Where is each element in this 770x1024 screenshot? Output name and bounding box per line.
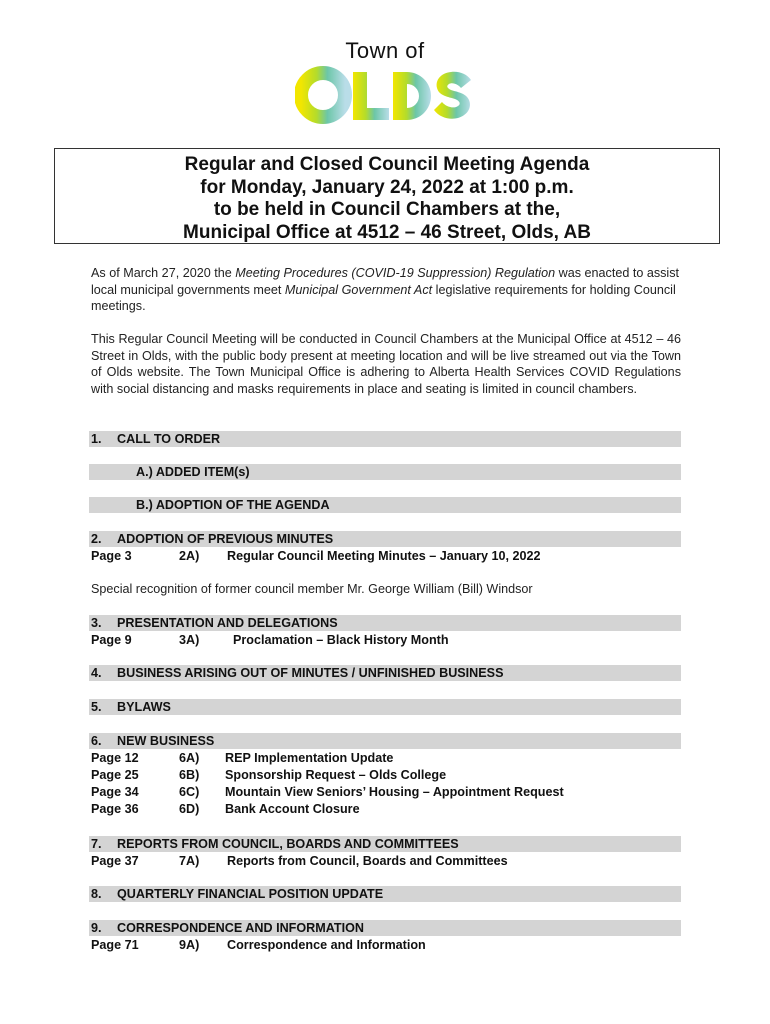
section-4-number: 4.	[91, 666, 102, 680]
item-code: 6A)	[179, 751, 200, 765]
item-page: Page 34	[91, 785, 139, 799]
section-9-number: 9.	[91, 921, 102, 935]
intro-text: was enacted to assist local municipal governments meet	[91, 266, 680, 297]
item-label: Mountain View Seniors’ Housing – Appointment Request	[225, 785, 564, 799]
item-code: 6D)	[179, 802, 200, 816]
section-1-title: CALL TO ORDER	[117, 432, 221, 446]
title-line-2: for Monday, January 24, 2022 at 1:00 p.m.	[200, 176, 574, 198]
item-label: Reports from Council, Boards and Committees	[227, 854, 508, 868]
section-7-number: 7.	[91, 837, 102, 851]
section-2-title: ADOPTION OF PREVIOUS MINUTES	[117, 532, 334, 546]
item-page: Page 9	[91, 633, 132, 647]
section-1b-title: B.) ADOPTION OF THE AGENDA	[136, 498, 330, 512]
section-9-title: CORRESPONDENCE AND INFORMATION	[117, 921, 364, 935]
section-6-number: 6.	[91, 734, 102, 748]
title-line-4: Municipal Office at 4512 – 46 Street, Olds, AB	[183, 221, 591, 243]
item-page: Page 37	[91, 854, 139, 868]
section-7-title: REPORTS FROM COUNCIL, BOARDS AND COMMITTEES	[117, 837, 459, 851]
intro-text: As of March 27, 2020 the	[91, 266, 236, 280]
item-code: 6B)	[179, 768, 200, 782]
section-3-title: PRESENTATION AND DELEGATIONS	[117, 616, 338, 630]
title-line-1: Regular and Closed Council Meeting Agenda	[184, 154, 590, 175]
section-bar	[89, 699, 681, 715]
section-4-title: BUSINESS ARISING OUT OF MINUTES / UNFINISHED BUSINESS	[117, 666, 504, 680]
item-label: Sponsorship Request – Olds College	[225, 768, 447, 782]
intro-text: legislative requirements for holding Council meetings.	[91, 282, 676, 314]
item-label: Regular Council Meeting Minutes – January 10, 2022	[227, 549, 541, 563]
section-8-title: QUARTERLY FINANCIAL POSITION UPDATE	[117, 887, 384, 901]
item-code: 9A)	[179, 938, 200, 952]
item-label: Correspondence and Information	[227, 938, 426, 952]
olds-logo-icon	[295, 66, 475, 124]
item-code: 2A)	[179, 549, 200, 563]
section-6-title: NEW BUSINESS	[117, 734, 215, 748]
item-page: Page 25	[91, 768, 139, 782]
act-name: Municipal Government Act	[284, 282, 433, 297]
item-label: Proclamation – Black History Month	[233, 633, 449, 647]
section-2-number: 2.	[91, 532, 102, 546]
regulation-name: Meeting Procedures (COVID-19 Suppression) Regulation	[235, 266, 556, 280]
item-page: Page 71	[91, 938, 139, 952]
section-1-number: 1.	[91, 432, 102, 446]
logo-town-of: Town of	[345, 38, 425, 63]
item-page: Page 36	[91, 802, 139, 816]
intro-paragraph-1	[91, 265, 681, 315]
town-logo	[0, 38, 770, 124]
item-code: 6C)	[179, 785, 200, 799]
title-line-3: to be held in Council Chambers at the,	[213, 199, 561, 220]
agenda-title-box	[54, 148, 720, 244]
item-label: REP Implementation Update	[225, 751, 394, 765]
special-recognition-note: Special recognition of former council member Mr. George William (Bill) Windsor	[91, 582, 533, 596]
intro-paragraph-2: This Regular Council Meeting will be conducted in Council Chambers at the Municipal Office at 4512 – 46 Street in Olds, with the public body present at meeting location and will be live streamed out via the Town of Olds website. The Town Municipal Office is adhering to Alberta Health Services COVID Regulations with social distancing and masks requirements in place and seating is limited in council chambers.	[91, 332, 681, 396]
item-page: Page 12	[91, 751, 139, 765]
section-3-number: 3.	[91, 616, 102, 630]
section-8-number: 8.	[91, 887, 102, 901]
item-code: 7A)	[179, 854, 200, 868]
section-5-number: 5.	[91, 700, 102, 714]
item-label: Bank Account Closure	[225, 802, 360, 816]
item-page: Page 3	[91, 549, 132, 563]
section-1a-title: A.) ADDED ITEM(s)	[136, 465, 250, 479]
item-code: 3A)	[179, 633, 200, 647]
section-5-title: BYLAWS	[117, 700, 171, 714]
